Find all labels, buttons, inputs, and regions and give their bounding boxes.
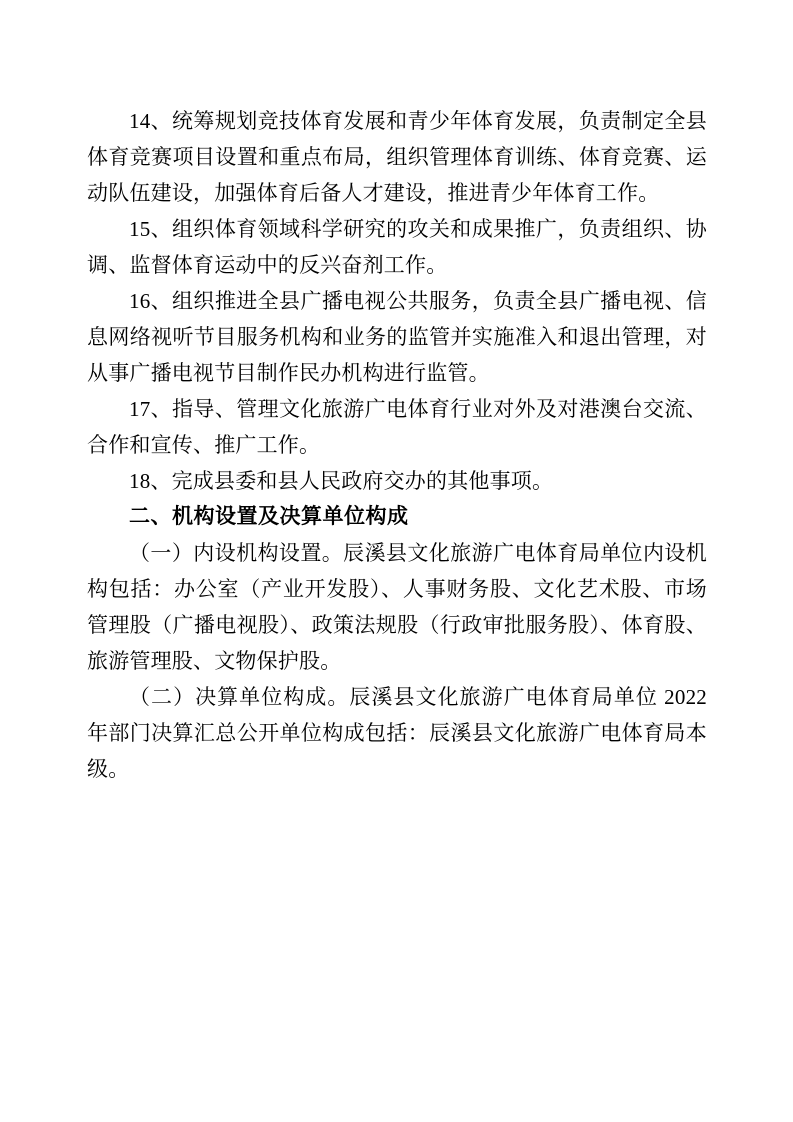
numbered-item-16: 16、组织推进全县广播电视公共服务，负责全县广播电视、信息网络视听节目服务机构和业务的监管并实施准入和退出管理，对从事广播电视节目制作民办机构进行监管。 xyxy=(87,289,707,385)
section-heading: 二、机构设置及决算单位构成 xyxy=(129,505,409,528)
subsection-unit-composition: （二）决算单位构成。辰溪县文化旅游广电体育局单位 2022 年部门决算汇总公开单位构成包括：辰溪县文化旅游广电体育局本级。 xyxy=(87,685,707,781)
numbered-item-15: 15、组织体育领域科学研究的攻关和成果推广，负责组织、协调、监督体育运动中的反兴奋剂工作。 xyxy=(87,217,707,277)
numbered-item-14: 14、统筹规划竞技体育发展和青少年体育发展，负责制定全县体育竞赛项目设置和重点布局，组织管理体育训练、体育竞赛、运动队伍建设，加强体育后备人才建设，推进青少年体育工作。 xyxy=(87,109,707,205)
numbered-item-18: 18、完成县委和县人民政府交办的其他事项。 xyxy=(129,469,554,493)
numbered-item-17: 17、指导、管理文化旅游广电体育行业对外及对港澳台交流、合作和宣传、推广工作。 xyxy=(87,397,707,457)
subsection-internal-orgs: （一）内设机构设置。辰溪县文化旅游广电体育局单位内设机构包括：办公室（产业开发股）、人事财务股、文化艺术股、市场管理股（广播电视股）、政策法规股（行政审批服务股）、体育股、旅游管理股、文物保护股。 xyxy=(87,541,707,673)
